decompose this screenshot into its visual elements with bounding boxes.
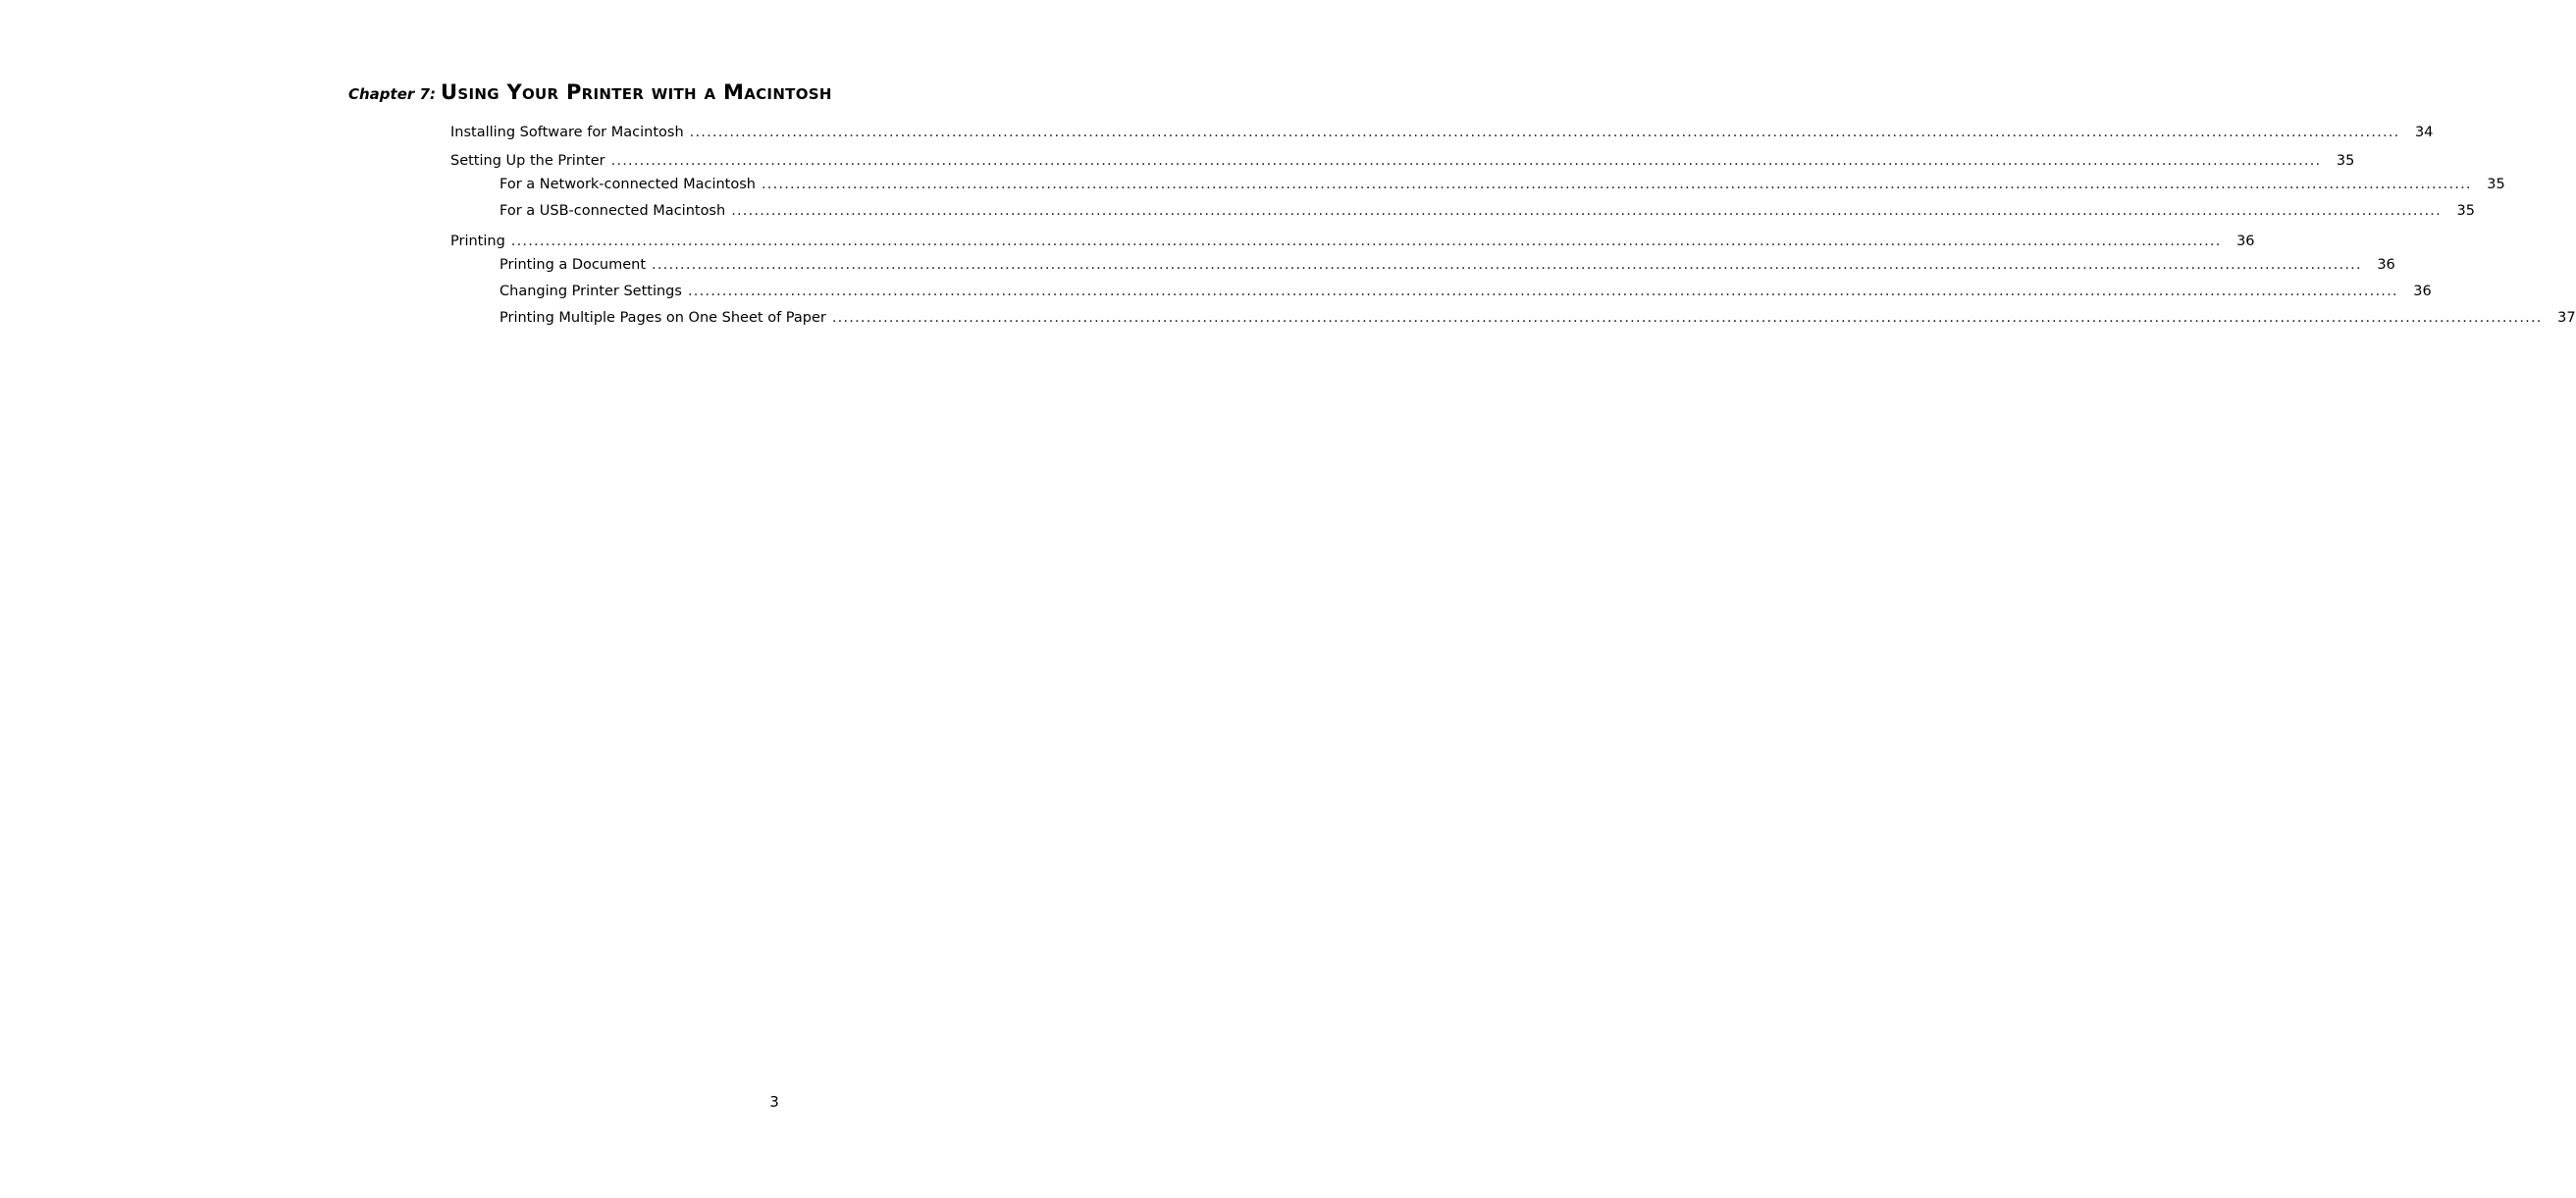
toc-entry-page: 37 [2557,310,2576,326]
page-number: 3 [769,1093,779,1111]
toc-entry[interactable] [450,152,2355,170]
toc-entry-page: 35 [2487,177,2505,192]
toc-entry[interactable] [499,202,2475,220]
chapter-heading [348,80,832,104]
toc-dot-leader: ............................................................................................................................................................................................................................................................................................................ [831,310,2543,326]
toc-entry-page: 34 [2414,125,2434,140]
toc-entry-label: Changing Printer Settings [499,284,682,299]
toc-dot-leader: ............................................................................................................................................................................................................................................................................................................ [761,177,2472,192]
toc-entry-label: Printing Multiple Pages on One Sheet of Paper [499,310,826,326]
toc-entry-label: Printing a Document [499,257,647,273]
chapter-title: Using Your Printer with a Macintosh [441,80,832,104]
toc-entry[interactable] [499,283,2432,300]
toc-entry[interactable] [499,256,2395,274]
chapter-label: Chapter 7: [348,85,436,103]
toc-entry-page: 36 [2236,234,2255,249]
toc-entry-page: 35 [2456,203,2475,219]
toc-entry-label: Installing Software for Macintosh [450,125,684,140]
toc-entry[interactable] [450,233,2255,250]
toc-entry[interactable] [499,176,2505,193]
toc-dot-leader: ............................................................................................................................................................................................................................................................................................................ [510,234,2222,249]
toc-entry-label: Setting Up the Printer [450,153,605,169]
toc-dot-leader: ............................................................................................................................................................................................................................................................................................................ [652,257,2362,273]
toc-entry-label: For a USB-connected Macintosh [499,203,726,219]
toc-dot-leader: ............................................................................................................................................................................................................................................................................................................ [689,125,2400,140]
toc-dot-leader: ............................................................................................................................................................................................................................................................................................................ [687,284,2398,299]
toc-dot-leader: ............................................................................................................................................................................................................................................................................................................ [731,203,2442,219]
toc-entry-page: 36 [2413,284,2432,299]
toc-entry-label: Printing [450,234,505,249]
toc-entry[interactable] [450,124,2434,141]
toc-entry-page: 35 [2336,153,2355,169]
toc-dot-leader: ............................................................................................................................................................................................................................................................................................................ [610,153,2322,169]
toc-entry-label: For a Network-connected Macintosh [499,177,756,192]
toc-entry[interactable] [499,309,2576,327]
toc-entry-page: 36 [2377,257,2395,273]
